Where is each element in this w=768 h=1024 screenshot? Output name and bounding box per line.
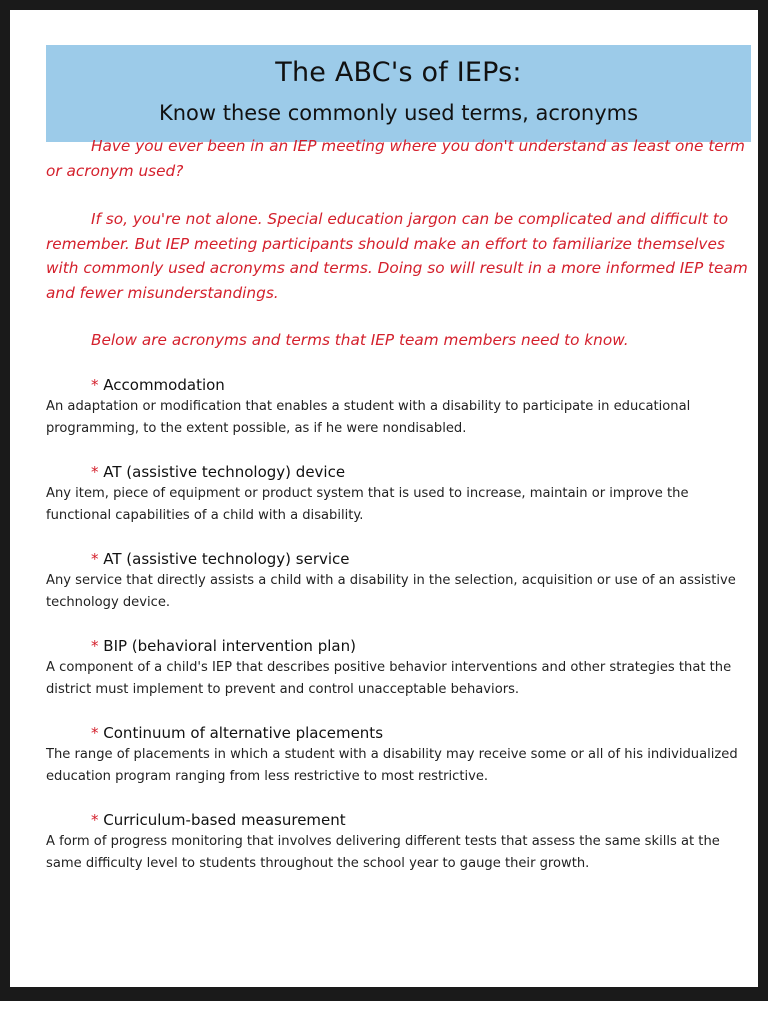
intro-paragraph-1-text: Have you ever been in an IEP meeting where you don't understand as least one term or acronym used?: [46, 137, 745, 180]
document-page: [10, 10, 758, 987]
term-title: Accommodation: [103, 376, 225, 394]
term-heading: [46, 635, 752, 657]
term-title: Curriculum-based measurement: [103, 811, 346, 829]
term-title: Continuum of alternative placements: [103, 724, 384, 742]
term-title: AT (assistive technology) device: [103, 463, 346, 481]
term-at-device: [46, 461, 752, 526]
term-heading: [46, 722, 752, 744]
bullet-star: *: [91, 463, 99, 481]
intro-paragraph-1: [46, 134, 752, 183]
term-definition: An adaptation or modification that enables a student with a disability to participate in educational programming, to the extent possible, as if he were nondisabled.: [46, 399, 691, 436]
intro-paragraph-2-text: If so, you're not alone. Special education jargon can be complicated and difficult to remember. But IEP meeting participants should make an effort to familiarize themselves with commonly used acronyms and terms. Doing so will result in a more informed IEP team and fewer misunderstandings.: [46, 210, 748, 302]
intro-paragraph-3-text: Below are acronyms and terms that IEP team members need to know.: [91, 331, 629, 349]
term-curriculum-based-measurement: [46, 809, 752, 874]
term-definition: The range of placements in which a student with a disability may receive some or all of his individualized education program ranging from less restrictive to most restrictive.: [46, 747, 738, 784]
bullet-star: *: [91, 376, 99, 394]
bullet-star: *: [91, 724, 99, 742]
term-definition: Any item, piece of equipment or product system that is used to increase, maintain or improve the functional capabilities of a child with a disability.: [46, 486, 689, 523]
header-banner: [46, 45, 751, 142]
term-definition: A component of a child's IEP that describes positive behavior interventions and other strategies that the district must implement to prevent and control unacceptable behaviors.: [46, 660, 732, 697]
page-subtitle: Know these commonly used terms, acronyms: [158, 101, 639, 125]
bullet-star: *: [91, 637, 99, 655]
term-title: AT (assistive technology) service: [103, 550, 350, 568]
term-definition: A form of progress monitoring that involves delivering different tests that assess the same skills at the same difficulty level to students throughout the school year to gauge their growth.: [46, 834, 720, 871]
next-page-edge: [0, 1001, 768, 1024]
term-definition: Any service that directly assists a child with a disability in the selection, acquisition or use of an assistive technology device.: [46, 573, 736, 610]
bullet-star: *: [91, 811, 99, 829]
term-heading: [46, 374, 752, 396]
term-at-service: [46, 548, 752, 613]
term-heading: [46, 461, 752, 483]
term-heading: [46, 548, 752, 570]
term-heading: [46, 809, 752, 831]
intro-paragraph-2: [46, 207, 752, 305]
term-accommodation: [46, 374, 752, 439]
page-title: The ABC's of IEPs:: [275, 57, 522, 88]
term-bip: [46, 635, 752, 700]
bullet-star: *: [91, 550, 99, 568]
term-title: BIP (behavioral intervention plan): [103, 637, 356, 655]
term-continuum: [46, 722, 752, 787]
intro-paragraph-3: [46, 328, 752, 353]
